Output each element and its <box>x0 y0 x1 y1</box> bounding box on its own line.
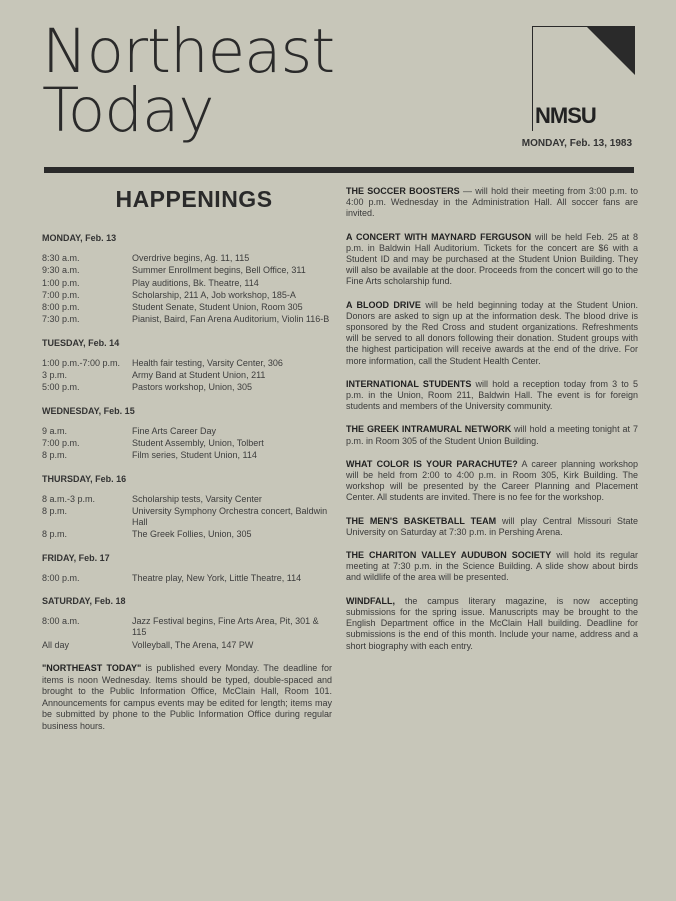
day-block <box>42 596 332 651</box>
masthead-title <box>42 16 335 146</box>
event-list <box>42 426 332 462</box>
announcement: WINDFALL, the campus literary magazine, is now accepting submissions for the spring issue. Manuscripts may be brought to the English Department office in the McClain Hall building. Deadline for submissions is the end of this month. Include your name, address and a short biography with each entry. <box>346 595 638 651</box>
event-row: 1:00 p.m. Play auditions, Bk. Theatre, 114 <box>42 277 259 288</box>
day-block <box>42 233 332 326</box>
event-row: 8 p.m. Film series, Student Union, 114 <box>42 450 257 461</box>
event-row: 7:00 p.m. Scholarship, 211 A, Job workshop, 185-A <box>42 289 296 300</box>
day-heading: MONDAY, Feb. 13 <box>42 233 117 243</box>
day-heading: FRIDAY, Feb. 17 <box>42 552 110 563</box>
day-block <box>42 338 332 394</box>
event-row: 8 a.m.-3 p.m. Scholarship tests, Varsity Center <box>42 493 262 504</box>
announcement: A CONCERT WITH MAYNARD FERGUSON will be held Feb. 25 at 8 p.m. in Baldwin Hall Auditorium. Tickets for the concert are $6 with a Student ID and may be purchased at the Student Union Building. They will also be available at the door. Proceeds from the concert will go to the Fine Arts scholarship fund. <box>346 231 638 287</box>
issue-date: MONDAY, Feb. 13, 1983 <box>521 138 632 149</box>
event-list <box>42 494 332 541</box>
event-row: 3 p.m. Army Band at Student Union, 211 <box>42 370 266 381</box>
logo-text: NMSU <box>535 103 596 128</box>
event-list <box>42 616 332 651</box>
day-block <box>42 406 332 462</box>
announcement: THE GREEK INTRAMURAL NETWORK will hold a meeting tonight at 7 p.m. in Room 305 of the Student Union Building. <box>346 424 638 446</box>
announcement: A BLOOD DRIVE will be held beginning today at the Student Union. Donors are asked to sign up at the information desk. The blood drive is sponsored by the Red Cross and student organizations. Refreshments will be served to all donors following their donation. Student groups with the highest participation will receive awards at the end of the drive. For more information, call the Student Health Center. <box>346 299 639 366</box>
submission-note <box>42 663 332 733</box>
day-heading: THURSDAY, Feb. 16 <box>42 473 127 484</box>
note-body: is published every Monday. The deadline for items is noon Wednesday. Items should be typed, double-spaced and brought to the Public Information Office, McClain Hall, Room 101. Announcements for campus events may be edited for length; items may be submitted by phone to the Public Information Office during regular business hours. <box>42 662 332 731</box>
logo-triangle-icon <box>587 27 635 75</box>
event-row: 7:00 p.m. Student Assembly, Union, Tolbert <box>42 437 264 448</box>
event-row: 8:00 p.m. Student Senate, Student Union, Room 305 <box>42 302 303 313</box>
day-block <box>42 474 332 541</box>
event-row: 5:00 p.m. Pastors workshop, Union, 305 <box>42 382 253 393</box>
day-heading: WEDNESDAY, Feb. 15 <box>42 405 135 416</box>
event-row: 9 a.m. Fine Arts Career Day <box>42 425 217 436</box>
event-row: 8:00 p.m. Theatre play, New York, Little Theatre, 114 <box>42 572 302 583</box>
announcements-column <box>346 186 638 664</box>
event-row: 9:30 a.m. Summer Enrollment begins, Bell Office, 311 <box>42 265 306 276</box>
announcement: WHAT COLOR IS YOUR PARACHUTE? A career planning workshop will be held from 2:00 to 4:00 p.m. in Room 305, Kirk Building. The workshop will be presented by the Career Planning and Placement Center. All students are invited. There is no fee for the workshop. <box>346 458 638 503</box>
event-list <box>42 358 332 394</box>
event-row: 8 p.m. The Greek Follies, Union, 305 <box>42 529 252 540</box>
event-list <box>42 573 332 584</box>
event-row: 1:00 p.m.-7:00 p.m. Health fair testing, Varsity Center, 306 <box>42 357 283 368</box>
event-row: All day Volleyball, The Arena, 147 PW <box>42 639 254 650</box>
nmsu-logo <box>532 26 635 131</box>
masthead-title-line1: Northeast <box>42 16 335 87</box>
event-list <box>42 253 332 326</box>
day-block <box>42 553 332 584</box>
event-row: 8 p.m. University Symphony Orchestra concert, Baldwin Hall <box>42 505 328 528</box>
masthead-rule <box>44 167 634 173</box>
event-row: 8:30 a.m. Overdrive begins, Ag. 11, 115 <box>42 253 250 263</box>
masthead-title-line2: Today <box>42 75 214 146</box>
note-lead: "NORTHEAST TODAY" <box>42 662 142 673</box>
announcement: THE MEN'S BASKETBALL TEAM will play Central Missouri State University on Saturday at 7:30 p.m. in Pershing Arena. <box>346 515 638 537</box>
section-heading: HAPPENINGS <box>115 186 273 212</box>
announcement: THE CHARITON VALLEY AUDUBON SOCIETY will hold its regular meeting at 7:30 p.m. in the Science Building. A slide show about birds and wildlife of the area will be presented. <box>346 550 638 583</box>
happenings-column <box>42 186 332 733</box>
announcement: THE SOCCER BOOSTERS — will hold their meeting from 3:00 p.m. to 4:00 p.m. Wednesday in the Administration Hall. All soccer fans are invited. <box>346 186 638 219</box>
day-heading: SATURDAY, Feb. 18 <box>42 596 126 607</box>
event-row: 8:00 a.m. Jazz Festival begins, Fine Arts Area, Pit, 301 & 115 <box>42 616 319 638</box>
event-row: 7:30 p.m. Pianist, Baird, Fan Arena Auditorium, Violin 116-B <box>42 314 330 325</box>
day-heading: TUESDAY, Feb. 14 <box>42 337 120 348</box>
announcement: INTERNATIONAL STUDENTS will hold a reception today from 3 to 5 p.m. in the Union, Room 211, Baldwin Hall. The event is for foreign students and members of the University community. <box>346 378 638 412</box>
